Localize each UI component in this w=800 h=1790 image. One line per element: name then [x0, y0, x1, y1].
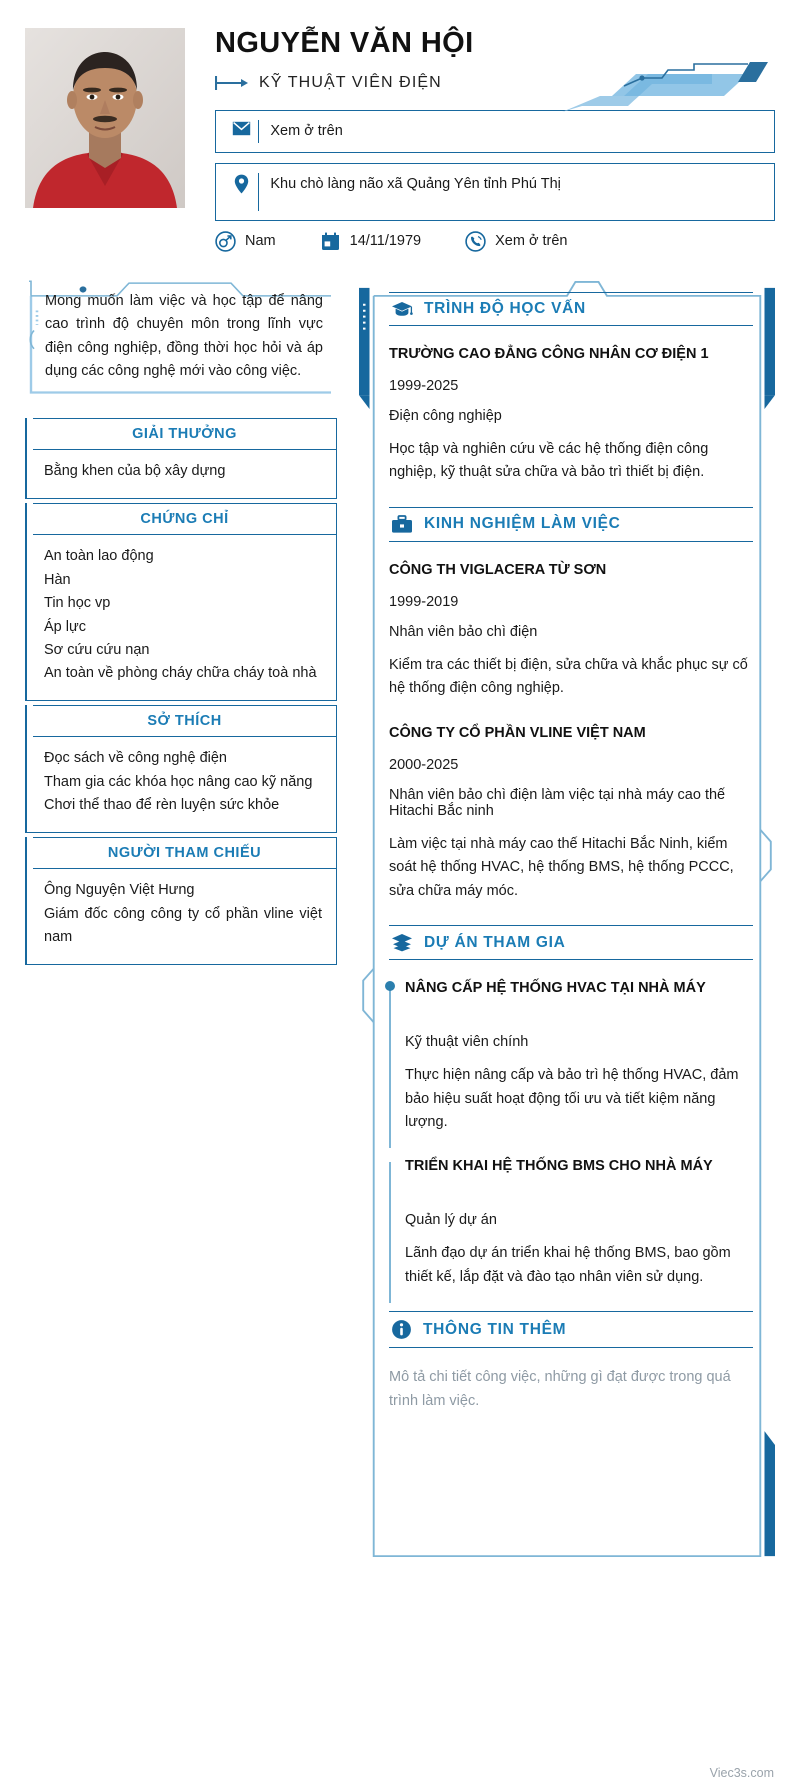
list-item: Tin học vp — [44, 595, 111, 612]
experience-company: CÔNG TH VIGLACERA TỪ SƠN — [389, 561, 607, 578]
project-rail — [389, 984, 391, 1148]
address-value: Khu chò làng não xã Quảng Yên tỉnh Phú Thị — [270, 175, 561, 192]
experience-period: 2000-2025 — [389, 756, 459, 773]
spacer — [405, 1190, 753, 1212]
more-info-placeholder[interactable]: Mô tả chi tiết công việc, những gì đạt được trong quá trình làm việc. — [389, 1369, 731, 1409]
section-rail — [25, 418, 27, 499]
email-field[interactable] — [215, 110, 775, 153]
project-entry — [389, 1156, 753, 1289]
graduation-cap-icon — [391, 300, 413, 318]
list-item: Bằng khen của bộ xây dựng — [44, 463, 226, 480]
list-item: An toàn về phòng cháy chữa cháy toà nhà — [44, 665, 317, 682]
list-item: Giám đốc công công ty cổ phần vline việt nam — [44, 905, 322, 946]
list-item: Hàn — [44, 571, 71, 588]
field-divider — [258, 120, 259, 143]
project-name: TRIỂN KHAI HỆ THỐNG BMS CHO NHÀ MÁY — [405, 1158, 713, 1175]
section-title-references: NGƯỜI THAM CHIẾU — [33, 837, 337, 869]
list-item: Áp lực — [44, 618, 86, 635]
spacer — [405, 1012, 753, 1034]
right-frame — [359, 274, 775, 1574]
calendar-icon — [320, 231, 341, 252]
right-column — [359, 274, 775, 1574]
email-value: Xem ở trên — [270, 122, 343, 139]
layers-icon — [391, 933, 413, 952]
section-body-awards — [25, 448, 337, 498]
experience-description: Kiểm tra các thiết bị điện, sửa chữa và khắc phục sự cố hệ thống điện công nghiệp. — [389, 656, 748, 697]
project-name: NÂNG CẤP HỆ THỐNG HVAC TẠI NHÀ MÁY — [405, 980, 706, 997]
section-title-projects: DỰ ÁN THAM GIA — [424, 933, 566, 951]
job-title: KỸ THUẬT VIÊN ĐIỆN — [259, 73, 442, 91]
section-title-awards: GIẢI THƯỞNG — [33, 418, 337, 450]
watermark: Viec3s.com — [709, 1766, 774, 1780]
project-rail — [389, 1162, 391, 1303]
section-body-references — [25, 867, 337, 964]
section-title-certificates: CHỨNG CHỈ — [33, 503, 337, 535]
project-entry — [389, 978, 753, 1134]
page-title: NGUYỄN VĂN HỘI — [215, 27, 474, 59]
section-awards — [25, 418, 337, 499]
project-description: Lãnh đạo dự án triển khai hệ thống BMS, bao gồm thiết kế, lắp đặt và đào tạo nhân viên sử dụng. — [405, 1245, 731, 1285]
experience-period: 1999-2019 — [389, 593, 459, 610]
section-certificates — [25, 503, 337, 701]
briefcase-icon — [391, 515, 413, 534]
right-content — [389, 292, 753, 1414]
project-bullet-dot — [385, 981, 395, 991]
job-title-row — [215, 70, 775, 96]
section-header-projects — [389, 925, 753, 960]
field-divider — [258, 173, 259, 211]
experience-role: Nhân viên bảo chì điện làm việc tại nhà máy cao thế Hitachi Bắc ninh — [389, 786, 726, 819]
section-rail — [25, 503, 27, 701]
gender-icon — [215, 231, 236, 252]
list-item: Ông Nguyện Việt Hưng — [44, 882, 195, 899]
experience-company: CÔNG TY CỔ PHẦN VLINE VIỆT NAM — [389, 724, 646, 741]
section-body-certificates — [25, 533, 337, 701]
cv-header — [0, 0, 800, 252]
experience-entry — [389, 560, 753, 701]
gender-value: Nam — [245, 233, 276, 250]
cv-body — [0, 252, 800, 1574]
section-rail — [25, 705, 27, 833]
info-circle-icon — [391, 1319, 412, 1340]
arrow-right-icon — [215, 74, 249, 92]
education-major: Điện công nghiệp — [389, 407, 502, 424]
list-item: An toàn lao động — [44, 548, 154, 565]
education-period: 1999-2025 — [389, 377, 459, 394]
envelope-icon — [228, 120, 254, 136]
personal-facts-row — [215, 231, 775, 252]
education-entry — [389, 344, 753, 485]
section-header-experience — [389, 507, 753, 542]
phone-icon — [465, 231, 486, 252]
profile-photo — [25, 28, 185, 208]
project-role: Quản lý dự án — [405, 1212, 497, 1229]
gender-item — [215, 231, 276, 252]
objective-card — [25, 274, 337, 398]
section-hobbies — [25, 705, 337, 833]
section-title-experience: KINH NGHIỆM LÀM VIỆC — [424, 515, 621, 533]
experience-entry — [389, 723, 753, 903]
phone-value: Xem ở trên — [495, 233, 568, 250]
section-body-hobbies — [25, 735, 337, 832]
section-rail — [25, 837, 27, 965]
phone-item — [465, 231, 567, 252]
section-header-education — [389, 292, 753, 326]
experience-description: Làm việc tại nhà máy cao thế Hitachi Bắc Ninh, kiểm soát hệ thống HVAC, hệ thống BMS, hệ thống PCCC, sửa chữa máy móc. — [389, 835, 734, 899]
project-role: Kỹ thuật viên chính — [405, 1034, 529, 1051]
section-title-education: TRÌNH ĐỘ HỌC VẤN — [424, 299, 586, 317]
education-school: TRƯỜNG CAO ĐẲNG CÔNG NHÂN CƠ ĐIỆN 1 — [389, 345, 709, 362]
left-column — [25, 274, 337, 969]
project-description: Thực hiện nâng cấp và bảo trì hệ thống HVAC, đảm bảo hiệu suất hoạt động tối ưu và tiết kiệm năng lượng. — [405, 1067, 739, 1130]
list-item: Tham gia các khóa học nâng cao kỹ năng — [44, 773, 313, 790]
section-references — [25, 837, 337, 965]
section-header-more-info — [389, 1311, 753, 1348]
education-description: Học tập và nghiên cứu về các hệ thống điện công nghiệp, kỹ thuật sửa chữa và bảo trì thiết bị điện. — [389, 440, 709, 481]
avatar — [25, 28, 185, 208]
map-pin-icon — [228, 173, 254, 194]
birthday-item — [320, 231, 422, 252]
birthday-value: 14/11/1979 — [349, 233, 422, 250]
section-title-hobbies: SỞ THÍCH — [33, 705, 337, 737]
header-details — [185, 28, 775, 252]
objective-text: Mong muốn làm việc và học tập để nâng cao trình độ chuyên môn trong lĩnh vực điện công nghiệp, đồng thời học hỏi và áp dụng các công nghệ mới vào công việc. — [45, 292, 323, 380]
list-item: Sơ cứu cứu nạn — [44, 642, 150, 658]
address-field[interactable] — [215, 163, 775, 221]
list-item: Chơi thể thao để rèn luyện sức khỏe — [44, 797, 280, 814]
experience-role: Nhân viên bảo chì điện — [389, 623, 538, 640]
list-item: Đọc sách về công nghệ điện — [44, 750, 227, 767]
section-title-more-info: THÔNG TIN THÊM — [423, 1320, 567, 1338]
